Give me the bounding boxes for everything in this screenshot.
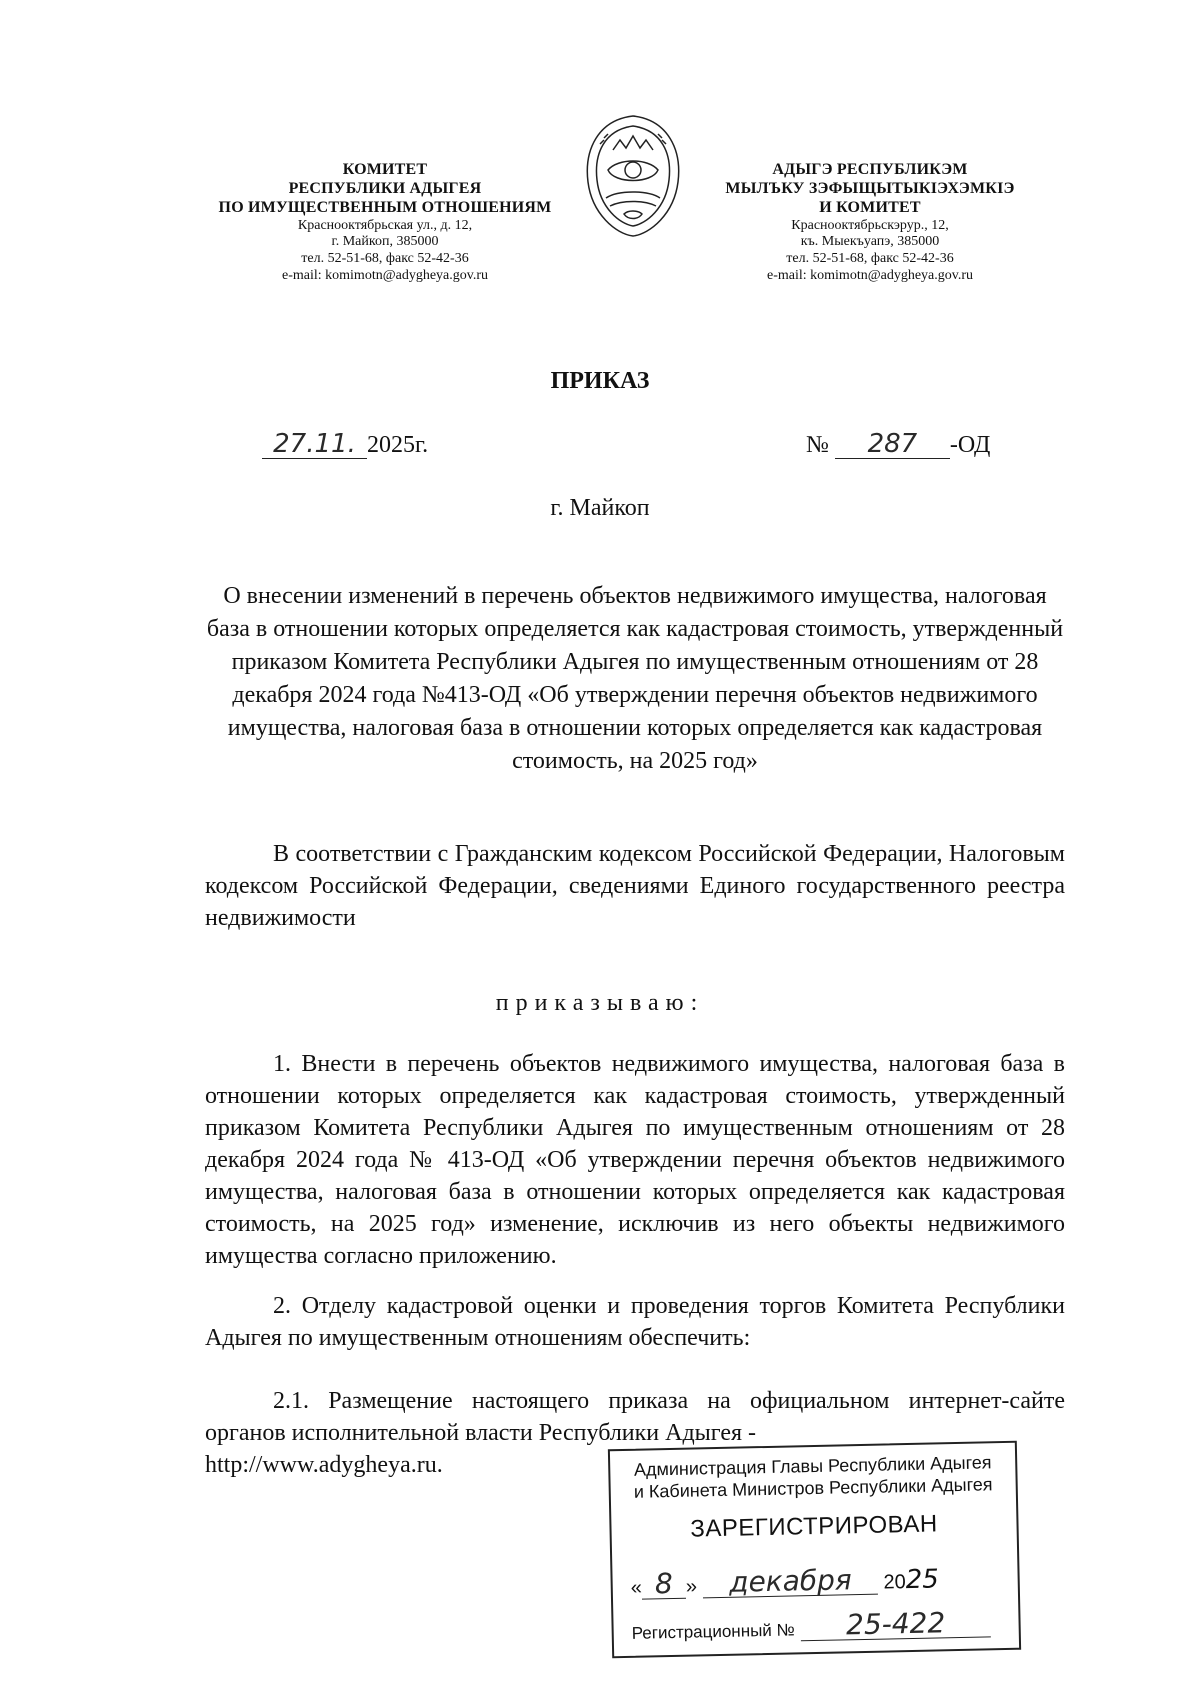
header-right-address1: Краснооктябрьскэрур., 12, <box>791 217 949 233</box>
coat-of-arms-icon <box>578 110 688 240</box>
header-left-phone: тел. 52-51-68, факс 52-42-36 <box>301 251 469 267</box>
number-prefix: № <box>806 432 829 458</box>
document-city: г. Майкоп <box>550 495 650 521</box>
stamp-day: 8 <box>642 1570 687 1600</box>
stamp-year-hand: 25 <box>905 1564 940 1596</box>
stamp-status: ЗАРЕГИСТРИРОВАН <box>690 1510 938 1543</box>
document-item-2-1: 2.1. Размещение настоящего приказа на официальном интернет-сайте органов исполнительной власти Республики Адыгея - <box>205 1388 1065 1446</box>
stamp-date <box>630 1564 939 1600</box>
date-handwritten: 27.11. <box>262 430 367 459</box>
document-url: http://www.adygheya.ru. <box>205 1452 443 1478</box>
number-suffix: -ОД <box>949 432 991 458</box>
stamp-reg-number-handwritten: 25-422 <box>800 1608 991 1641</box>
number-handwritten: 287 <box>835 430 950 459</box>
stamp-reg-number <box>631 1608 991 1645</box>
stamp-line1: Администрация Главы Республики Адыгея <box>633 1452 992 1480</box>
header-right <box>715 160 1025 285</box>
document-item-1: 1. Внести в перечень объектов недвижимого имущества, налоговая база в отношении которых определяется как кадастровая стоимость, утвержденный приказом Комитета Республики Адыгея по имущественным отношениям от 28 декабря 2024 года № 413-ОД «Об утверждении перечня объектов недвижимого имущества, налоговая база в отношении которых определяется как кадастровая стоимость, на 2025 год» изменение, исключив из него объекты недвижимого имущества согласно приложению. <box>205 1051 1065 1269</box>
stamp-month: декабря <box>703 1566 879 1599</box>
stamp-line2: и Кабинета Министров Республики Адыгея <box>633 1474 993 1502</box>
stamp-quote-open: « <box>630 1576 643 1599</box>
header-left <box>200 160 570 285</box>
document-preamble: В соответствии с Гражданским кодексом Российской Федерации, Налоговым кодексом Российской Федерации, сведениями Единого государственного реестра недвижимости <box>205 841 1065 931</box>
header-left-address1: Краснооктябрьская ул., д. 12, <box>297 217 473 233</box>
registration-stamp <box>608 1441 1021 1659</box>
date-suffix: 2025г. <box>367 432 429 458</box>
stamp-quote-close: » <box>685 1575 698 1598</box>
header-left-email: e-mail: komimotn@adygheya.gov.ru <box>282 267 488 283</box>
document-item-2: 2. Отделу кадастровой оценки и проведения торгов Комитета Республики Адыгея по имущественным отношениям обеспечить: <box>205 1293 1065 1351</box>
header-right-line1: АДЫГЭ РЕСПУБЛИКЭМ <box>772 161 968 178</box>
header-right-line3: И КОМИТЕТ <box>819 199 921 217</box>
document-number <box>806 430 990 459</box>
order-word: приказываю: <box>495 990 705 1016</box>
document-date <box>262 430 428 459</box>
stamp-reg-label: Регистрационный № <box>631 1620 795 1643</box>
header-left-line1: КОМИТЕТ <box>342 161 428 178</box>
header-right-phone: тел. 52-51-68, факс 52-42-36 <box>786 251 954 267</box>
header-right-address2: къ. Мыекъуапэ, 385000 <box>800 234 940 250</box>
header-left-address2: г. Майкоп, 385000 <box>331 234 439 250</box>
document-subject: О внесении изменений в перечень объектов недвижимого имущества, налоговая база в отношении которых определяется как кадастровая стоимость, утвержденный приказом Комитета Республики Адыгея по имущественным отношениям от 28 декабря 2024 года №413-ОД «Об утверждении перечня объектов недвижимого имущества, налоговая база в отношении которых определяется как кадастровая стоимость, на 2025 год» <box>206 583 1064 774</box>
header-left-line3: ПО ИМУЩЕСТВЕННЫМ ОТНОШЕНИЯМ <box>218 199 552 217</box>
stamp-year-prefix: 20 <box>883 1571 906 1594</box>
document-title: ПРИКАЗ <box>550 368 650 394</box>
header-left-line2: РЕСПУБЛИКИ АДЫГЕЯ <box>288 180 482 198</box>
header-right-line2: МЫЛЪКУ ЗЭФЫЩЫТЫКІЭХЭМКІЭ <box>725 180 1015 198</box>
header-right-email: e-mail: komimotn@adygheya.gov.ru <box>767 267 973 283</box>
